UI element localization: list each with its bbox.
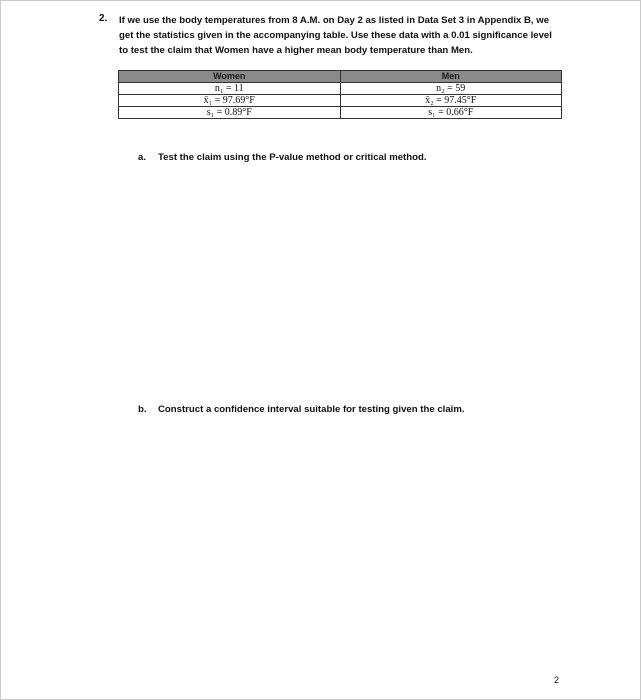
header-men: Men — [340, 71, 562, 83]
table-row — [119, 95, 562, 107]
part-a-letter: a. — [138, 152, 147, 163]
question-line: If we use the body temperatures from 8 A.M. on Day 2 as listed in Data Set 3 in Appendix B, we — [119, 15, 550, 26]
part-b — [138, 404, 465, 415]
women-std-dev: s₁ = 0.89°F — [119, 107, 341, 119]
part-a — [138, 152, 427, 163]
part-a-text: Test the claim using the P-value method or critical method. — [158, 152, 427, 163]
women-mean: x̄₁ = 97.69°F — [119, 95, 341, 107]
men-mean: x̄₂ = 97.45°F — [340, 95, 562, 107]
part-b-text: Construct a confidence interval suitable for testing given the claim. — [158, 404, 465, 415]
table-row — [119, 107, 562, 119]
table-row — [119, 83, 562, 95]
question-line: get the statistics given in the accompanying table. Use these data with a 0.01 significance level — [119, 30, 552, 41]
question-line: to test the claim that Women have a higher mean body temperature than Men. — [119, 45, 473, 56]
question-number: 2. — [99, 13, 108, 24]
table-header-row — [119, 71, 562, 83]
question-text — [119, 13, 565, 58]
women-sample-size: n₁ = 11 — [119, 83, 341, 95]
page-number: 2 — [554, 675, 560, 685]
header-women: Women — [119, 71, 341, 83]
men-sample-size: n₂ = 59 — [340, 83, 562, 95]
part-b-letter: b. — [138, 404, 147, 415]
men-std-dev: s₁ = 0.66°F — [340, 107, 562, 119]
statistics-table — [118, 70, 562, 119]
